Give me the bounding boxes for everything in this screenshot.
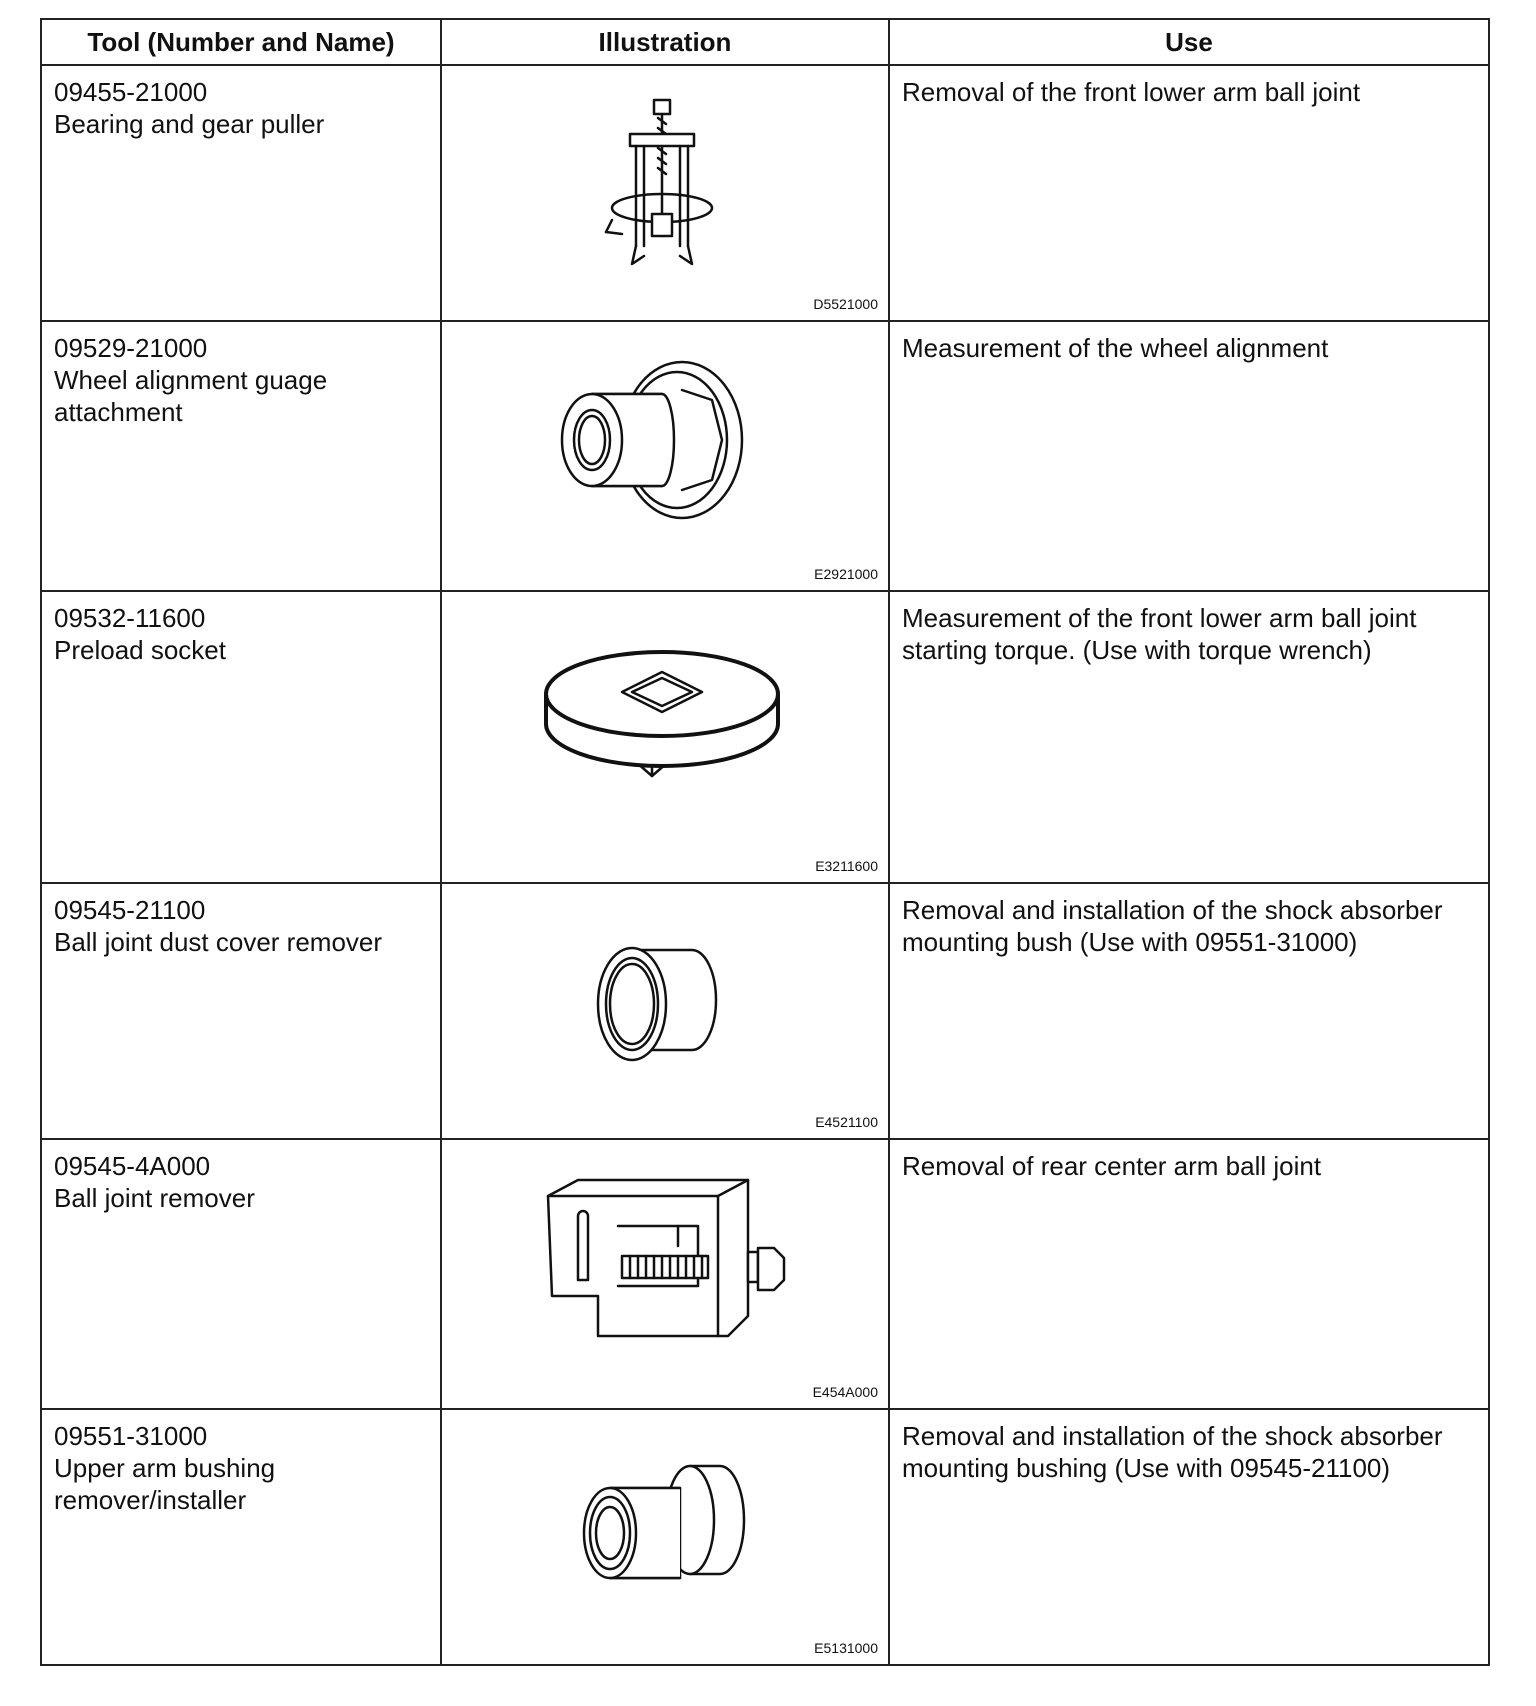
illustration-cell (441, 1139, 889, 1409)
tool-cell (41, 65, 441, 321)
header-row (41, 19, 1489, 65)
use-cell: Measurement of the wheel alignment (889, 321, 1489, 591)
table-row (41, 1409, 1489, 1665)
bearing-gear-puller-icon (602, 96, 722, 276)
wheel-alignment-attachment-icon (552, 360, 752, 530)
tool-name: Wheel alignment guage attachment (54, 365, 328, 427)
dust-cover-remover-icon (582, 924, 742, 1074)
table-row (41, 321, 1489, 591)
illustration-cell (441, 1409, 889, 1665)
use-cell: Removal of rear center arm ball joint (889, 1139, 1489, 1409)
table-row (41, 591, 1489, 883)
illustration-code: E2921000 (814, 566, 878, 582)
ball-joint-remover-icon (538, 1176, 798, 1346)
illustration-cell (441, 883, 889, 1139)
preload-socket-icon (542, 646, 782, 796)
header-illustration: Illustration (441, 19, 889, 65)
table-row (41, 883, 1489, 1139)
use-cell: Measurement of the front lower arm ball joint starting torque. (Use with torque wrench) (889, 591, 1489, 883)
tool-cell (41, 591, 441, 883)
tool-name: Upper arm bushing remover/installer (54, 1453, 276, 1515)
tool-cell (41, 321, 441, 591)
table-row (41, 1139, 1489, 1409)
header-tool: Tool (Number and Name) (41, 19, 441, 65)
tool-name: Preload socket (54, 635, 226, 665)
illustration-cell (441, 321, 889, 591)
tool-number: 09532-11600 (54, 603, 206, 633)
use-cell: Removal of the front lower arm ball joint (889, 65, 1489, 321)
header-use: Use (889, 19, 1489, 65)
illustration-code: D5521000 (813, 296, 878, 312)
tool-cell (41, 1409, 441, 1665)
illustration-code: E454A000 (812, 1384, 878, 1400)
tool-number: 09529-21000 (54, 333, 208, 363)
tool-name: Ball joint dust cover remover (54, 927, 383, 957)
table-row (41, 65, 1489, 321)
tool-number: 09455-21000 (54, 77, 208, 107)
tool-name: Ball joint remover (54, 1183, 255, 1213)
tool-number: 09545-21100 (54, 895, 206, 925)
illustration-cell (441, 591, 889, 883)
tool-number: 09551-31000 (54, 1421, 208, 1451)
illustration-cell (441, 65, 889, 321)
illustration-code: E3211600 (815, 858, 878, 874)
special-tools-table (40, 18, 1490, 1666)
illustration-code: E4521100 (815, 1114, 878, 1130)
tool-name: Bearing and gear puller (54, 109, 325, 139)
use-cell: Removal and installation of the shock absorber mounting bushing (Use with 09545-21100) (889, 1409, 1489, 1665)
illustration-code: E5131000 (814, 1640, 878, 1656)
use-cell: Removal and installation of the shock absorber mounting bush (Use with 09551-31000) (889, 883, 1489, 1139)
tool-number: 09545-4A000 (54, 1151, 211, 1181)
bushing-remover-installer-icon (570, 1458, 770, 1608)
tool-cell (41, 883, 441, 1139)
tool-cell (41, 1139, 441, 1409)
